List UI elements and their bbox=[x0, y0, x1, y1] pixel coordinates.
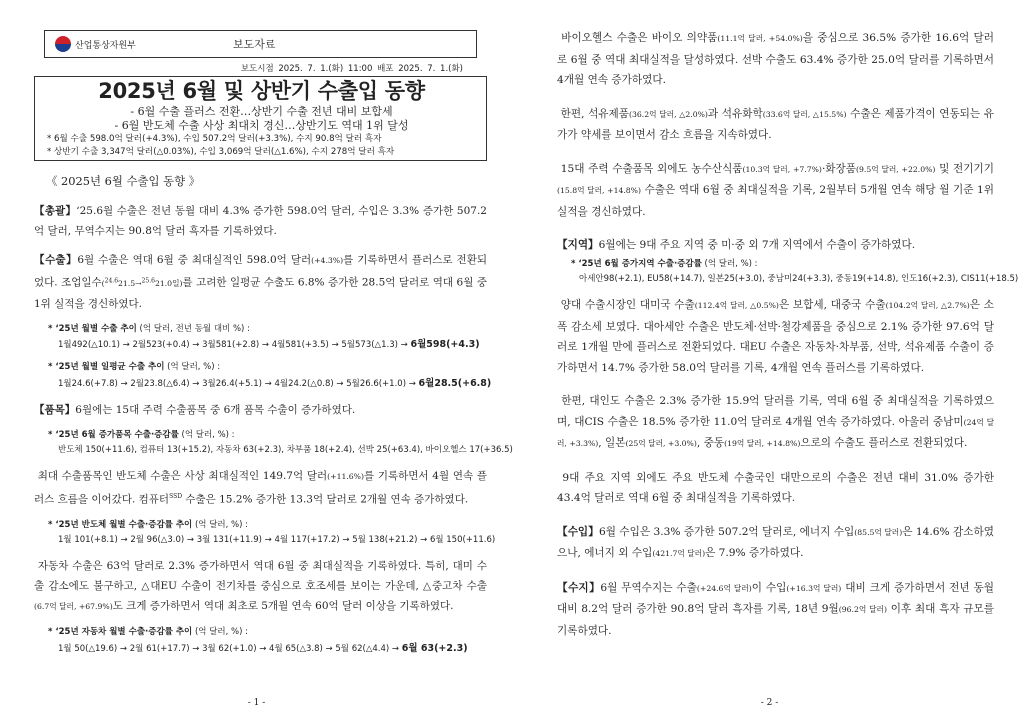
press-header-box bbox=[44, 30, 477, 58]
general-text: ‘25.6월 수출은 전년 동월 대비 4.3% 증가한 598.0억 달러, 수입은 3.3% 증가한 507.2억 달러, 무역수지는 90.8억 달러 흑자를 기록하였다. bbox=[34, 205, 487, 237]
data-series: 1월492(△10.1) → 2월523(+0.4) → 3월581(+2.8) → 4월581(+3.5) → 5월573(△1.3) → bbox=[58, 340, 408, 351]
note-automobile bbox=[34, 626, 487, 639]
semi-text-1: 최대 수출품목인 반도체 수출은 사상 최대실적인 149.7억 달러 bbox=[37, 470, 328, 483]
india-figure-3: (19억 달러, +14.8%) bbox=[724, 439, 801, 448]
workdays-open: ( bbox=[101, 278, 105, 288]
workdays-figure bbox=[102, 279, 183, 288]
paragraph-balance bbox=[557, 578, 994, 642]
agri-text-2: ·화장품 bbox=[821, 162, 857, 175]
paragraph-items bbox=[34, 400, 487, 420]
data-series: 1월 50(△19.6) → 2월 61(+17.7) → 3월 62(+1.0) → 4월 65(△3.8) → 5월 62(△4.4) → bbox=[58, 643, 400, 654]
bio-text-1: 바이오헬스 수출은 바이오 의약품 bbox=[561, 32, 718, 44]
tag-general: 【총괄】 bbox=[34, 205, 77, 217]
import-text-2: 은 14.6% 감소하였으나, 에너지 외 수입 bbox=[557, 525, 994, 559]
data-region: 아세안98(+2.1), EU58(+14.7), 일본25(+3.0), 중남미24(+3.3), 중동19(+14.8), 인도16(+2.3), CIS11(+18.5) bbox=[579, 274, 1019, 284]
note-items bbox=[34, 429, 487, 442]
india-figure-2: (25억 달러, +3.0%) bbox=[625, 439, 697, 448]
petro-text-1: 한편, 석유제품 bbox=[560, 107, 630, 120]
note-label: * ‘25년 월별 일평균 수출 추이 bbox=[48, 362, 165, 373]
import-text-1: 6월 수입은 3.3% 증가한 507.2억 달러로, 에너지 수입 bbox=[598, 525, 855, 538]
auto-figure-1: (6.7억 달러, +67.9%) bbox=[34, 602, 113, 612]
paragraph-petro bbox=[557, 104, 994, 146]
india-text-2: , 일본 bbox=[598, 437, 626, 449]
import-figure-1: (85.5억 달러) bbox=[854, 527, 903, 537]
data-automobile bbox=[34, 641, 487, 657]
summary-bullet-2: * 상반기 수출 3,347억 달러(△0.03%), 수입 3,069억 달러(△1.6%), 수지 278억 달러 흑자 bbox=[47, 146, 395, 157]
tag-region: 【지역】 bbox=[557, 239, 599, 251]
export-text-2: 를 기록하면서 플러스로 전환되었다. 조업일수 bbox=[34, 254, 487, 289]
petro-figure-1: (36.2억 달러, △2.0%) bbox=[629, 109, 708, 119]
note-monthly-export bbox=[34, 323, 487, 336]
semi-text-3: 수출은 15.2% 증가한 13.3억 달러로 2개월 연속 증가하였다. bbox=[182, 493, 469, 506]
subtitle-2: - 6월 반도체 수출 사상 최대치 경신…상반기도 역대 1위 달성 bbox=[114, 119, 409, 132]
section-heading: 《 2025년 6월 수출입 동향 》 bbox=[46, 174, 201, 188]
paragraph-nine-regions bbox=[557, 468, 994, 509]
taegeuk-icon bbox=[55, 36, 71, 52]
uscn-text-1: 양대 수출시장인 대미국 수출 bbox=[560, 299, 695, 311]
india-text-1: 한편, 대인도 수출은 2.3% 증가한 15.9억 달러를 기록, 역대 6월 중 최대실적을 기록하였으며, 대CIS 수출은 18.5% 증가한 11.0억 달러로 4개월 연속 증가하였다. 아울러 중남미 bbox=[557, 395, 994, 428]
tag-balance: 【수지】 bbox=[557, 581, 601, 594]
agri-text-1: 15대 주력 수출품목 외에도 농수산식품 bbox=[560, 162, 743, 175]
petro-text-2: 과 석유화학 bbox=[707, 107, 763, 120]
uscn-figure-1: (112.4억 달러, △0.5%) bbox=[694, 301, 779, 310]
balance-text-3: 대비 크게 증가하면서 전년 동월 대비 8.2억 달러 증가한 90.8억 달러 흑자를 기록, 18년 9월 bbox=[557, 581, 995, 615]
note-unit: (억 달러, %) : bbox=[194, 627, 248, 638]
paragraph-semiconductor bbox=[34, 466, 487, 510]
note-unit: (억 달러, %) : bbox=[704, 258, 758, 269]
summary-bullet-1: * 6월 수출 598.0억 달러(+4.3%), 수입 507.2억 달러(+3.3%), 수지 90.8억 달러 흑자 bbox=[47, 134, 382, 144]
agri-text-3: 및 전기기기 bbox=[935, 162, 994, 175]
subtitle-1: - 6월 수출 플러스 전환…상반기 수출 전년 대비 보합세 bbox=[130, 105, 393, 118]
data-highlight: 6월 63(+2.3) bbox=[401, 642, 468, 654]
page-number: - 2 - bbox=[760, 698, 779, 708]
paragraph-agri bbox=[557, 159, 994, 223]
tag-items: 【품목】 bbox=[34, 403, 76, 416]
agri-figure-1: (10.3억 달러, +7.7%) bbox=[742, 164, 822, 174]
agri-figure-2: (9.5억 달러, +22.0%) bbox=[856, 164, 936, 174]
headline-box bbox=[34, 76, 487, 161]
note-unit: (억 달러, 전년 동월 대비 %) : bbox=[139, 323, 250, 334]
bio-figure-1: (11.1억 달러, +54.0%) bbox=[717, 34, 803, 43]
import-text-3: 은 7.9% 증가하였다. bbox=[705, 547, 804, 559]
note-label: * ‘25년 자동차 월별 수출·증감률 추이 bbox=[48, 627, 193, 638]
export-text-3: 를 고려한 일평균 수출도 6.8% 증가한 28.5억 달러로 역대 6월 중 1위 실적을 경신하였다. bbox=[34, 276, 487, 310]
tag-import: 【수입】 bbox=[557, 525, 599, 538]
paragraph-bio bbox=[557, 28, 994, 91]
balance-figure-1: (+24.6억 달러) bbox=[696, 583, 752, 593]
export-text-1: 6월 수출은 역대 6월 중 최대실적인 598.0억 달러 bbox=[77, 254, 312, 266]
import-figure-2: (421.7억 달러) bbox=[652, 549, 706, 558]
workdays-prev-year: 24.6 bbox=[104, 277, 119, 284]
data-highlight: 6월598(+4.3) bbox=[410, 339, 480, 351]
data-monthly-export bbox=[34, 337, 487, 353]
uscn-text-2: 은 보합세, 대중국 수출 bbox=[778, 299, 886, 311]
note-label: * ‘25년 6월 증가품목 수출·증감률 bbox=[48, 429, 179, 440]
balance-text-1: 6월 무역수지는 수출 bbox=[600, 581, 697, 594]
page-title: 2025년 6월 및 상반기 수출입 동향 bbox=[98, 79, 425, 103]
uscn-text-3: 은 소폭 감소세 보였다. 대아세안 수출은 반도체·선박·철강제품을 중심으로 2.1% 증가한 97.6억 달러로 1개월 만에 플러스로 전환되었다. 대EU 수출은 자동차·차부품, 선박, 석유제품 수출이 증가하면서 14.7% 증가한 58.0억 달러를 기록, 4개월 연속 플러스를 기록하였다. bbox=[557, 299, 995, 374]
paragraph-import bbox=[557, 522, 994, 565]
auto-text-1: 자동차 수출은 63억 달러로 2.3% 증가하면서 역대 6월 중 최대실적을 기록하였다. 특히, 대미 수출 감소에도 불구하고, △대EU 수출이 전기차를 중심으로 호조세를 보이는 가운데, △중고차 수출 bbox=[34, 560, 487, 593]
auto-text-2: 도 크게 증가하면서 역대 최초로 5개월 연속 60억 달러 이상을 기록하였다. bbox=[112, 600, 454, 613]
balance-text-2: 이 수입 bbox=[751, 581, 787, 594]
data-highlight: 6월28.5(+6.8) bbox=[418, 377, 492, 389]
note-unit: (억 달러, %) : bbox=[194, 519, 248, 530]
nine-text: 9대 주요 지역 외에도 주요 반도체 수출국인 대만으로의 수출은 전년 대비 31.0% 증가한 43.4억 달러로 역대 6월 중 최대실적을 기록하였다. bbox=[557, 471, 994, 504]
embargo-line: 보도시점 2025. 7. 1.(화) 11:00 배포 2025. 7. 1.(화) bbox=[240, 64, 463, 74]
ministry-logo bbox=[45, 36, 205, 52]
workdays-prev: 21.5→ bbox=[118, 278, 142, 288]
petro-text-3: 수출은 제품가격이 연동되는 유가가 약세를 보이면서 감소 흐름을 지속하였다. bbox=[557, 107, 994, 141]
paragraph-region bbox=[557, 235, 994, 256]
note-region bbox=[557, 258, 994, 271]
note-label: * ‘25년 월별 수출 추이 bbox=[48, 323, 137, 334]
agri-text-4: 수출은 역대 6월 중 최대실적을 기록, 2월부터 5개월 연속 해당 월 기준 1위 실적을 경신하였다. bbox=[557, 184, 994, 218]
workdays-cur-year: 25.6 bbox=[141, 277, 155, 284]
petro-figure-2: (33.6억 달러, △15.5%) bbox=[762, 109, 847, 119]
note-label: * ‘25년 반도체 월별 수출·증감률 추이 bbox=[48, 519, 193, 530]
paragraph-export bbox=[34, 250, 487, 314]
data-daily-export bbox=[34, 376, 492, 392]
balance-figure-2: (+16.3억 달러) bbox=[786, 583, 842, 593]
doc-type: 보도자료 bbox=[233, 38, 276, 51]
region-text: 6월에는 9대 주요 지역 중 미·중 외 7개 지역에서 수출이 증가하였다. bbox=[598, 239, 916, 251]
balance-text-4: 이후 최대 흑자 규모를 기록하였다. bbox=[557, 603, 994, 637]
data-series: 1월24.6(+7.8) → 2월23.8(△6.4) → 3월26.4(+5.1) → 4월24.2(△0.8) → 5월26.6(+1.0) → bbox=[58, 378, 416, 389]
india-figure-1: (24억 달러, +3.3%) bbox=[557, 417, 994, 448]
note-label: * ‘25년 6월 증가지역 수출·증감률 bbox=[571, 258, 702, 269]
ssd-superscript: SSD bbox=[169, 493, 183, 501]
note-daily-export bbox=[34, 361, 487, 374]
paragraph-general bbox=[34, 201, 487, 241]
paragraph-us-china bbox=[557, 295, 994, 378]
uscn-figure-2: (104.2억 달러, △2.7%) bbox=[885, 301, 970, 310]
semi-text-2: 를 기록하면서 4월 연속 플러스 흐름을 이어갔다. 컴퓨터 bbox=[34, 470, 487, 506]
note-semiconductor bbox=[34, 519, 487, 532]
paragraph-automobile bbox=[34, 556, 487, 617]
export-figure-1: (+4.3%) bbox=[311, 256, 344, 265]
items-text: 6월에는 15대 주력 수출품목 중 6개 품목 수출이 증가하였다. bbox=[75, 403, 356, 416]
workdays-cur: 21.0일) bbox=[154, 278, 183, 288]
balance-figure-3: (96.2억 달러) bbox=[838, 605, 887, 614]
page-number: - 1 - bbox=[247, 698, 266, 708]
india-text-3: , 중동 bbox=[696, 437, 725, 449]
bio-text-2: 을 중심으로 36.5% 증가한 16.6억 달러로 6월 중 역대 최대실적을 달성하였다. 선박 수출도 63.4% 증가한 25.0억 달러를 기록하면서 4개월 연속 증가하였다. bbox=[557, 32, 994, 86]
ministry-name: 산업통상자원부 bbox=[75, 40, 136, 51]
tag-export: 【수출】 bbox=[34, 254, 78, 266]
agri-figure-3: (15.8억 달러, +14.8%) bbox=[557, 186, 641, 195]
note-unit: (억 달러, %) : bbox=[167, 362, 221, 373]
paragraph-india bbox=[557, 391, 994, 455]
data-items: 반도체 150(+11.6), 컴퓨터 13(+15.2), 자동차 63(+2.3), 차부품 18(+2.4), 선박 25(+63.4), 바이오헬스 17(+36.5) bbox=[58, 445, 513, 456]
page-2 bbox=[513, 0, 1026, 718]
india-text-4: 으로의 수출도 플러스로 전환되었다. bbox=[800, 437, 968, 449]
semi-figure-1: (+11.6%) bbox=[327, 472, 364, 482]
data-semiconductor: 1월 101(+8.1) → 2월 96(△3.0) → 3월 131(+11.9) → 4월 117(+17.2) → 5월 138(+21.2) → 6월 150(+11.6) bbox=[58, 535, 496, 546]
note-unit: (억 달러, %) : bbox=[181, 429, 235, 440]
